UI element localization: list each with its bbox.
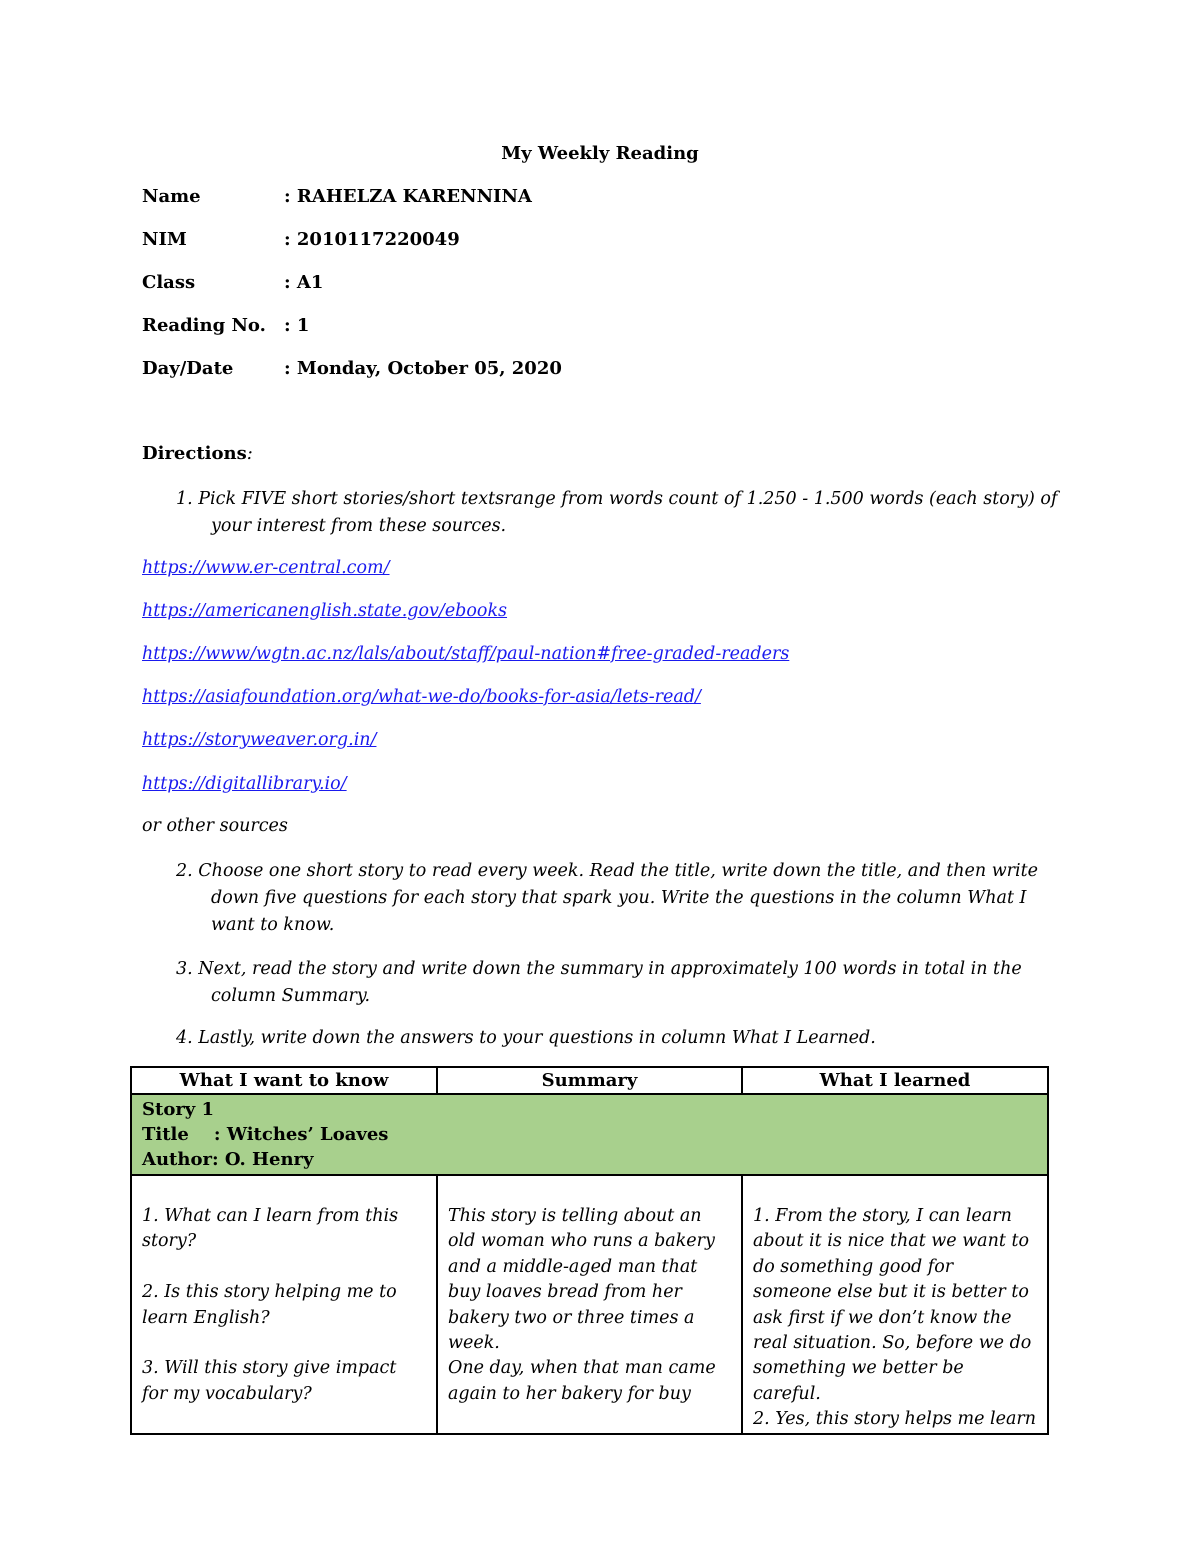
direction-step-3 [176, 956, 1066, 1010]
summary-paragraph: This story is telling about an old woman who runs a bakery and a middle-aged man that buy loaves bread from her bakery two or three times a week. [448, 1206, 715, 1354]
step-text: want to know. [211, 915, 335, 935]
info-label: Reading No. [142, 315, 266, 336]
story-header-row [131, 1094, 1048, 1175]
step-text: Next, read the story and write down the summary in approximately 100 words in total in the [198, 959, 1022, 979]
source-link[interactable]: https://storyweaver.org.in/ [142, 730, 377, 750]
question: 1. What can I learn from this story? [142, 1206, 399, 1252]
source-link[interactable]: https://asiafoundation.org/what-we-do/books-for-asia/lets-read/ [142, 687, 701, 707]
table-header-row [131, 1067, 1048, 1094]
source-link[interactable]: https://americanenglish.state.gov/ebooks [142, 601, 508, 621]
source-link[interactable]: https://www/wgtn.ac.nz/lals/about/staff/paul-nation#free-graded-readers [142, 644, 790, 664]
direction-step-4 [176, 1025, 1066, 1052]
source-link[interactable]: https://digitallibrary.io/ [142, 774, 347, 794]
step-number: 3. [176, 959, 193, 979]
info-value: : RAHELZA KARENNINA [284, 186, 532, 207]
what-i-want-to-know-cell [131, 1175, 437, 1434]
step-text: your interest from these sources. [211, 516, 507, 536]
other-sources-text: or other sources [142, 816, 288, 836]
info-label: Day/Date [142, 358, 234, 379]
answer: 2. Yes, this story helps me learn [753, 1409, 1037, 1430]
source-link[interactable]: https://www.er-central.com/ [142, 558, 390, 578]
info-value: : A1 [284, 272, 324, 293]
summary-cell [437, 1175, 742, 1434]
column-header: Summary [437, 1067, 742, 1094]
column-header: What I want to know [131, 1067, 437, 1094]
answer: 1. From the story, I can learn about it is nice that we want to do something good for someone else but it is better to ask first if we don’t know the real situation. So, before we do something we better be careful. [753, 1206, 1032, 1404]
info-label: Name [142, 186, 201, 207]
info-value: : Monday, October 05, 2020 [284, 358, 562, 379]
step-text: Lastly, write down the answers to your questions in column What I Learned. [198, 1028, 876, 1048]
question: 3. Will this story give impact for my vocabulary? [142, 1358, 397, 1404]
step-text: Choose one short story to read every week. Read the title, write down the title, and then write [198, 861, 1039, 881]
reading-table [130, 1066, 1049, 1435]
table-row [131, 1175, 1048, 1434]
info-label: NIM [142, 229, 187, 250]
directions-colon: : [246, 443, 253, 464]
step-number: 4. [176, 1028, 193, 1048]
step-text: Pick FIVE short stories/short textsrange from words count of 1.250 - 1.500 words (each story) of [198, 489, 1058, 509]
story-header-cell [131, 1094, 1048, 1175]
story-number: Story 1 [142, 1099, 215, 1120]
direction-step-1 [176, 486, 1066, 540]
step-number: 2. [176, 861, 193, 881]
document-title: My Weekly Reading [501, 143, 699, 164]
directions-label: Directions [142, 443, 247, 464]
step-text: down five questions for each story that spark you. Write the questions in the column What I [211, 888, 1027, 908]
direction-step-2 [176, 858, 1066, 939]
column-header: What I learned [742, 1067, 1048, 1094]
info-value: : 1 [284, 315, 310, 336]
info-value: : 2010117220049 [284, 229, 460, 250]
what-i-learned-cell [742, 1175, 1048, 1434]
summary-paragraph: One day, when that man came again to her bakery for buy [448, 1358, 716, 1404]
directions-heading [142, 443, 253, 464]
step-text: column Summary. [211, 986, 371, 1006]
step-number: 1. [176, 489, 193, 509]
story-author: Author: O. Henry [142, 1149, 314, 1170]
question: 2. Is this story helping me to learn English? [142, 1282, 397, 1328]
story-title: Title : Witches’ Loaves [142, 1124, 389, 1145]
info-label: Class [142, 272, 196, 293]
